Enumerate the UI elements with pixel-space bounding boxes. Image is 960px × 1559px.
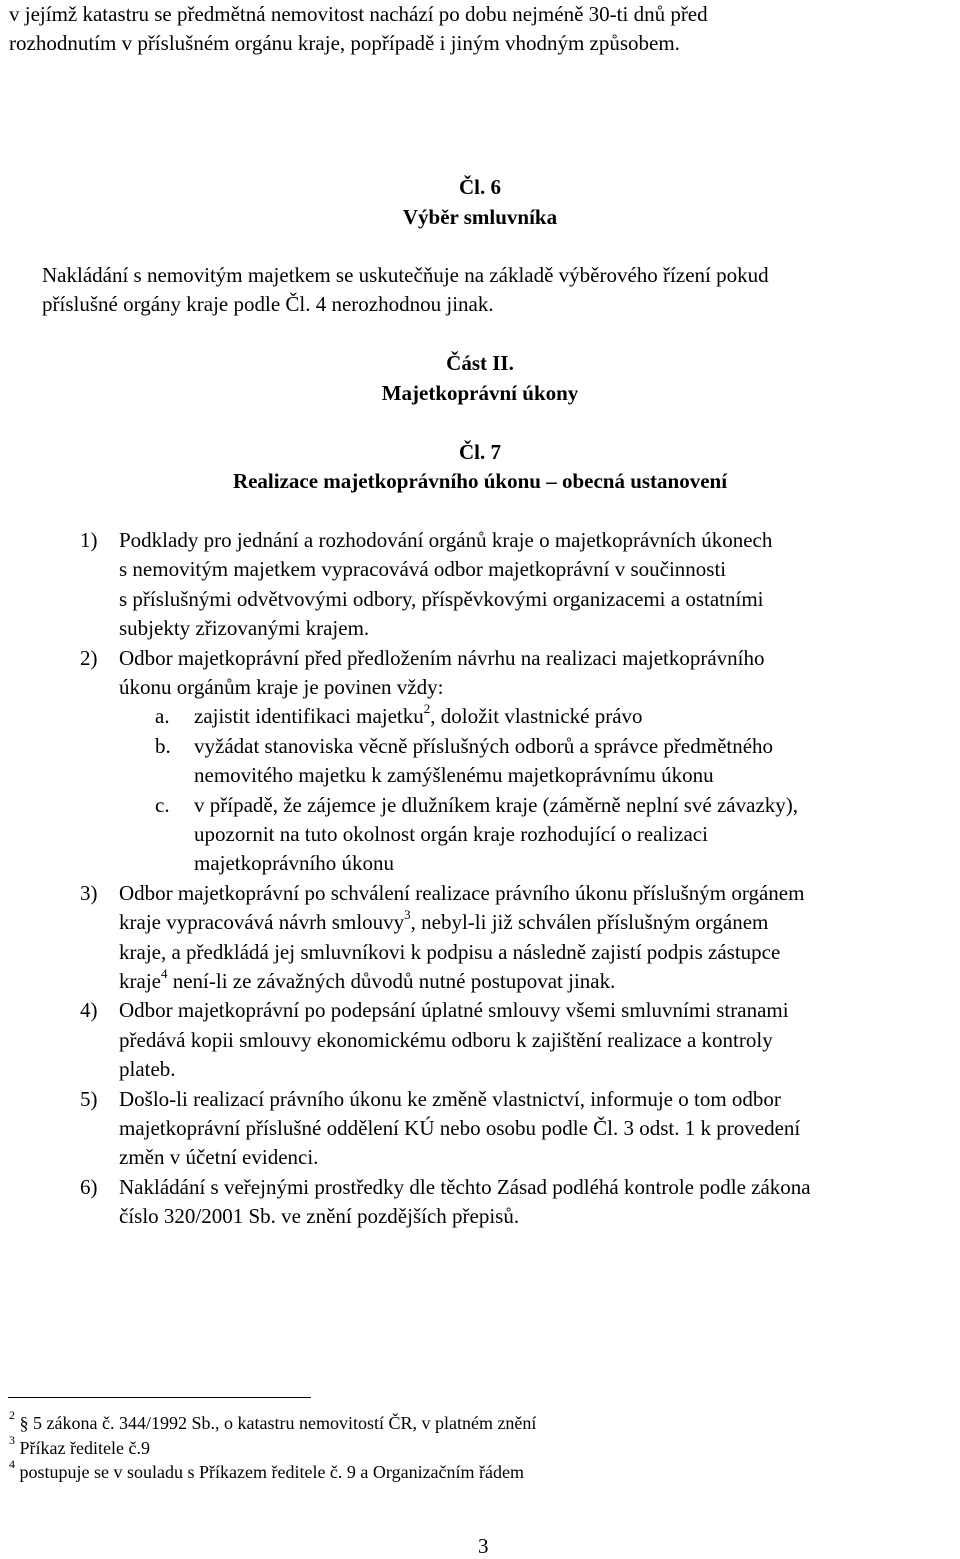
- article-title: Realizace majetkoprávního úkonu – obecná ustanovení: [232, 469, 728, 493]
- item-line: Nakládání s veřejnými prostředky dle těchto Zásad podléhá kontrole podle zákona: [119, 1175, 811, 1199]
- article-number: Čl. 6: [459, 175, 501, 199]
- item-line: úkonu orgánům kraje je povinen vždy:: [119, 675, 444, 699]
- subitem-line: upozornit na tuto okolnost orgán kraje rozhodující o realizaci: [194, 822, 708, 846]
- intro-line: v jejímž katastru se předmětná nemovitost nachází po dobu nejméně 30-ti dnů před: [9, 2, 708, 26]
- item-line: [119, 966, 616, 993]
- subitem-marker: a.: [155, 704, 170, 728]
- footnote-text: Příkaz ředitele č.9: [15, 1438, 150, 1458]
- item-marker: 6): [80, 1175, 98, 1199]
- part-title: Majetkoprávní úkony: [381, 381, 579, 405]
- subitem-marker: b.: [155, 734, 171, 758]
- subitem-marker: c.: [155, 793, 170, 817]
- item-line: [119, 907, 769, 934]
- item-line: kraje, a předkládá jej smluvníkovi k podpisu a následně zajistí podpis zástupce: [119, 940, 781, 964]
- part-number: Část II.: [446, 351, 514, 375]
- item-line: číslo 320/2001 Sb. ve znění pozdějších přepisů.: [119, 1204, 520, 1228]
- subitem-line: vyžádat stanoviska věcně příslušných odborů a správce předmětného: [194, 734, 774, 758]
- item-marker: 3): [80, 881, 98, 905]
- item-marker: 1): [80, 528, 98, 552]
- item-marker: 5): [80, 1087, 98, 1111]
- footnote: [9, 1457, 525, 1482]
- footnote: [9, 1408, 537, 1433]
- paragraph-line: Nakládání s nemovitým majetkem se uskutečňuje na základě výběrového řízení pokud: [42, 263, 769, 287]
- item-marker: 2): [80, 646, 98, 670]
- footnote-ref: 4: [160, 966, 168, 981]
- subitem-text: zajistit identifikaci majetku: [194, 704, 424, 728]
- paragraph-line: příslušné orgány kraje podle Čl. 4 nerozhodnou jinak.: [42, 292, 494, 316]
- article-title: Výběr smluvníka: [402, 205, 558, 229]
- item-line: s příslušnými odvětvovými odbory, příspěvkovými organizacemi a ostatními: [119, 587, 764, 611]
- item-text: , nebyl-li již schválen příslušným orgánem: [410, 910, 769, 934]
- footnote-text: § 5 zákona č. 344/1992 Sb., o katastru nemovitostí ČR, v platném znění: [15, 1413, 537, 1433]
- item-line: Došlo-li realizací právního úkonu ke změně vlastnictví, informuje o tom odbor: [119, 1087, 781, 1111]
- footnote-number: 3: [9, 1433, 15, 1447]
- footnote-number: 2: [9, 1408, 15, 1422]
- intro-line: rozhodnutím v příslušném orgánu kraje, popřípadě i jiným vhodným způsobem.: [9, 31, 680, 55]
- item-line: Odbor majetkoprávní po schválení realizace právního úkonu příslušným orgánem: [119, 881, 805, 905]
- item-line: Odbor majetkoprávní po podepsání úplatné smlouvy všemi smluvními stranami: [119, 998, 789, 1022]
- item-line: subjekty zřizovanými krajem.: [119, 616, 370, 640]
- item-line: změn v účetní evidenci.: [119, 1145, 319, 1169]
- subitem-line: majetkoprávního úkonu: [194, 851, 395, 875]
- item-line: Podklady pro jednání a rozhodování orgánů kraje o majetkoprávních úkonech: [119, 528, 773, 552]
- footnote-ref: 3: [404, 907, 411, 922]
- page-number: 3: [478, 1534, 489, 1558]
- subitem-line: nemovitého majetku k zamýšlenému majetkoprávnímu úkonu: [194, 763, 714, 787]
- item-line: majetkoprávní příslušné oddělení KÚ nebo osobu podle Čl. 3 odst. 1 k provedení: [119, 1116, 801, 1140]
- item-line: s nemovitým majetkem vypracovává odbor majetkoprávní v součinnosti: [119, 557, 727, 581]
- footnote-number: 4: [9, 1457, 15, 1471]
- item-text: kraje: [119, 969, 161, 993]
- footnote: [9, 1433, 150, 1458]
- item-line: plateb.: [119, 1057, 176, 1081]
- item-line: Odbor majetkoprávní před předložením návrhu na realizaci majetkoprávního: [119, 646, 765, 670]
- footnote-separator: [8, 1397, 311, 1398]
- article-number: Čl. 7: [459, 440, 501, 464]
- footnote-text: postupuje se v souladu s Příkazem ředitele č. 9 a Organizačním řádem: [15, 1462, 525, 1482]
- item-text: kraje vypracovává návrh smlouvy: [119, 910, 405, 934]
- subitem-line: [194, 701, 643, 728]
- item-text: není-li ze závažných důvodů nutné postupovat jinak.: [167, 969, 616, 993]
- footnote-ref: 2: [423, 701, 431, 716]
- item-line: předává kopii smlouvy ekonomickému odboru k zajištění realizace a kontroly: [119, 1028, 773, 1052]
- subitem-line: v případě, že zájemce je dlužníkem kraje (záměrně neplní své závazky),: [194, 793, 799, 817]
- item-marker: 4): [80, 998, 98, 1022]
- subitem-text: , doložit vlastnické právo: [430, 704, 643, 728]
